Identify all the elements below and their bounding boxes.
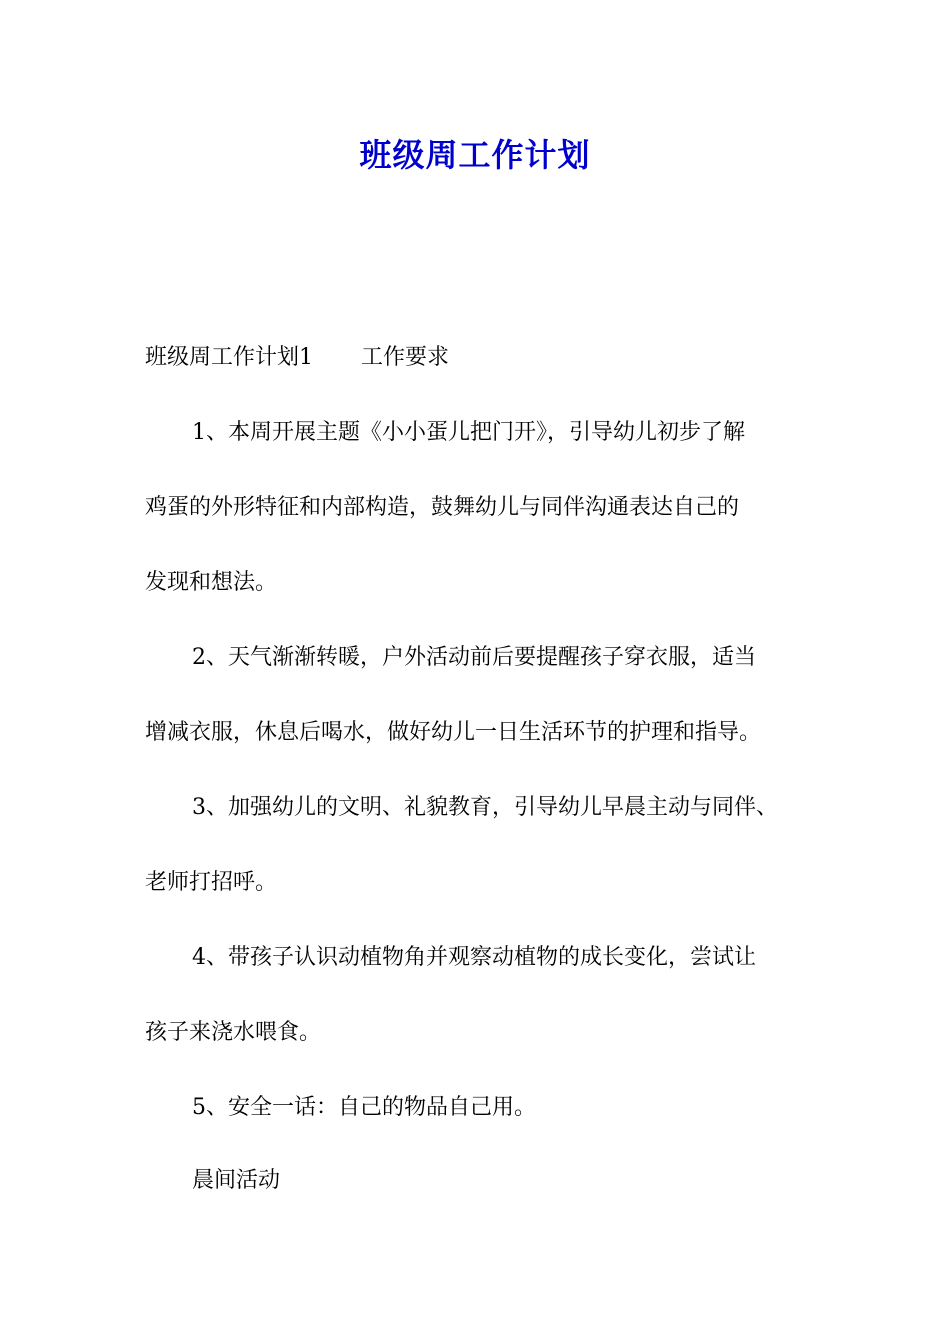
paragraph-line: 5、安全一话：自己的物品自己用。: [192, 1095, 536, 1120]
paragraph-line: 鸡蛋的外形特征和内部构造，鼓舞幼儿与同伴沟通表达自己的: [145, 495, 740, 520]
paragraph-line: 晨间活动: [192, 1168, 281, 1193]
paragraph-line: 2、天气渐渐转暖，户外活动前后要提醒孩子穿衣服，适当: [192, 645, 756, 670]
section-heading-right: 工作要求: [361, 345, 450, 370]
document-title: 班级周工作计划: [359, 136, 591, 174]
paragraph-line: 孩子来浇水喂食。: [145, 1020, 322, 1045]
paragraph-line: 3、加强幼儿的文明、礼貌教育，引导幼儿早晨主动与同伴、: [192, 795, 778, 820]
section-heading: [145, 343, 449, 373]
paragraph-line: 1、本周开展主题《小小蛋儿把门开》，引导幼儿初步了解: [192, 420, 745, 445]
paragraph-line: 老师打招呼。: [145, 870, 278, 895]
paragraph-line: 增减衣服，休息后喝水，做好幼儿一日生活环节的护理和指导。: [145, 720, 762, 745]
section-heading-left: 班级周工作计划1: [145, 345, 313, 370]
paragraph-line: 发现和想法。: [145, 570, 278, 595]
paragraph-line: 4、带孩子认识动植物角并观察动植物的成长变化，尝试让: [192, 945, 756, 970]
